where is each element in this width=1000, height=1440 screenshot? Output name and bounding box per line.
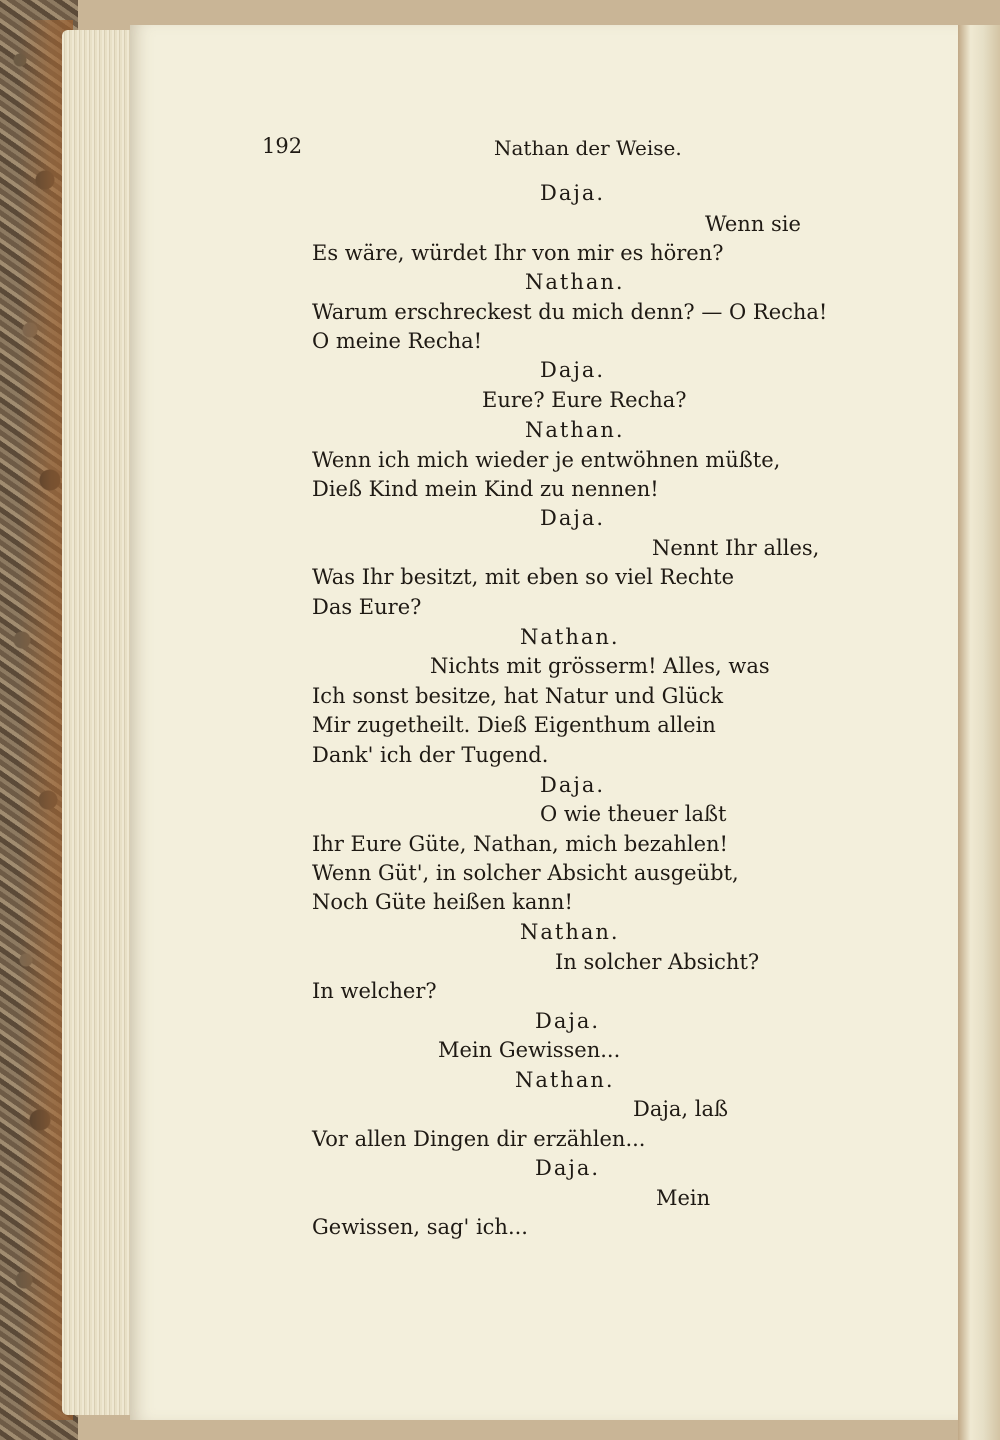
speaker-label: Nathan. (525, 270, 625, 294)
page-number: 192 (262, 134, 303, 158)
speaker-label: Daja. (540, 506, 606, 530)
verse-line: Nichts mit grösserm! Alles, was (430, 654, 770, 678)
facing-page-edge (958, 25, 1000, 1440)
verse-line: Daja, laß (633, 1097, 729, 1121)
verse-line: Wenn ich mich wieder je entwöhnen müßte, (312, 448, 781, 472)
verse-line: Dank' ich der Tugend. (312, 743, 549, 767)
speaker-label: Nathan. (520, 625, 620, 649)
verse-line: Dieß Kind mein Kind zu nennen! (312, 477, 659, 501)
verse-line: O meine Recha! (312, 329, 483, 353)
verse-line: In welcher? (312, 979, 437, 1003)
verse-line: Mein (656, 1186, 711, 1210)
verse-line: In solcher Absicht? (555, 950, 760, 974)
running-title: Nathan der Weise. (494, 136, 682, 160)
speaker-label: Daja. (540, 181, 606, 205)
verse-line: Nennt Ihr alles, (652, 536, 820, 560)
speaker-label: Daja. (535, 1156, 601, 1180)
verse-line: Das Eure? (312, 595, 422, 619)
verse-line: O wie theuer laßt (540, 802, 727, 826)
speaker-label: Nathan. (525, 418, 625, 442)
speaker-label: Nathan. (520, 920, 620, 944)
verse-line: Ihr Eure Güte, Nathan, mich bezahlen! (312, 832, 728, 856)
verse-line: Mir zugetheilt. Dieß Eigenthum allein (312, 713, 716, 737)
verse-line: Eure? Eure Recha? (482, 388, 687, 412)
verse-line: Was Ihr besitzt, mit eben so viel Rechte (312, 565, 735, 589)
speaker-label: Daja. (540, 358, 606, 382)
verse-line: Es wäre, würdet Ihr von mir es hören? (312, 241, 724, 265)
verse-line: Mein Gewissen... (438, 1038, 621, 1062)
speaker-label: Daja. (540, 773, 606, 797)
verse-line: Gewissen, sag' ich... (312, 1215, 528, 1239)
verse-line: Wenn sie (705, 212, 801, 236)
verse-line: Warum erschreckest du mich denn? — O Recha! (312, 300, 828, 324)
speaker-label: Nathan. (515, 1068, 615, 1092)
verse-line: Ich sonst besitze, hat Natur und Glück (312, 684, 724, 708)
verse-line: Vor allen Dingen dir erzählen... (312, 1127, 646, 1151)
speaker-label: Daja. (535, 1009, 601, 1033)
verse-line: Wenn Güt', in solcher Absicht ausgeübt, (312, 861, 739, 885)
verse-line: Noch Güte heißen kann! (312, 890, 573, 914)
